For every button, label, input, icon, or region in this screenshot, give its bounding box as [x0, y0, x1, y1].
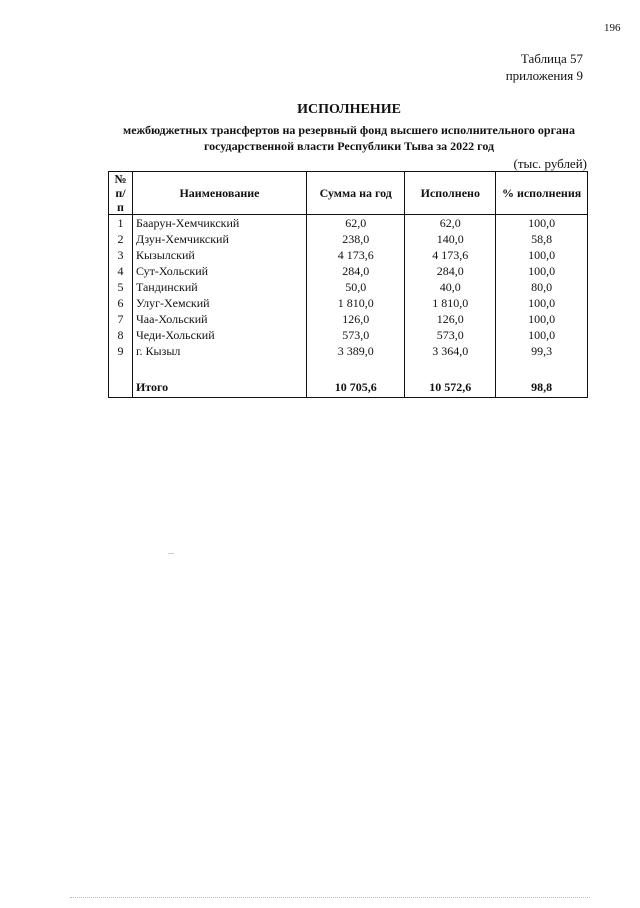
row-number: 3	[109, 247, 133, 263]
row-percent: 100,0	[496, 327, 588, 343]
row-percent: 58,8	[496, 231, 588, 247]
row-percent: 100,0	[496, 263, 588, 279]
row-name: Сут-Хольский	[132, 263, 306, 279]
row-name: Кызылский	[132, 247, 306, 263]
row-number: 2	[109, 231, 133, 247]
total-percent: 98,8	[496, 377, 588, 398]
document-subtitle-line1: межбюджетных трансфертов на резервный фонд высшего исполнительного органа	[123, 123, 575, 137]
page-number: 196	[604, 22, 621, 34]
row-done: 284,0	[405, 263, 496, 279]
row-sum: 62,0	[307, 215, 405, 232]
row-done: 140,0	[405, 231, 496, 247]
row-percent: 100,0	[496, 311, 588, 327]
header-number	[109, 172, 133, 215]
row-sum: 573,0	[307, 327, 405, 343]
row-sum: 1 810,0	[307, 295, 405, 311]
transfers-table	[108, 171, 588, 398]
table-reference-line2: приложения 9	[505, 68, 583, 83]
scan-artifact	[168, 553, 174, 554]
row-done: 4 173,6	[405, 247, 496, 263]
row-percent: 100,0	[496, 247, 588, 263]
table-row	[109, 247, 588, 263]
row-name: Чаа-Хольский	[132, 311, 306, 327]
row-percent: 99,3	[496, 343, 588, 359]
row-name: Дзун-Хемчикский	[132, 231, 306, 247]
header-number-line2: п/п	[115, 186, 126, 214]
table-row	[109, 215, 588, 232]
row-number: 1	[109, 215, 133, 232]
document-title: ИСПОЛНЕНИЕ	[297, 102, 401, 117]
document-subtitle-line2: государственной власти Республики Тыва за 2022 год	[203, 139, 495, 153]
total-sum: 10 705,6	[307, 377, 405, 398]
row-done: 573,0	[405, 327, 496, 343]
row-sum: 238,0	[307, 231, 405, 247]
table-row	[109, 327, 588, 343]
row-done: 1 810,0	[405, 295, 496, 311]
row-sum: 4 173,6	[307, 247, 405, 263]
table-row	[109, 263, 588, 279]
table-reference	[506, 50, 583, 84]
row-name: Улуг-Хемский	[132, 295, 306, 311]
row-number: 6	[109, 295, 133, 311]
table-header	[109, 172, 588, 215]
total-done: 10 572,6	[405, 377, 496, 398]
spacer-row	[109, 359, 588, 377]
row-number: 4	[109, 263, 133, 279]
units-label: (тыс. рублей)	[513, 156, 587, 171]
table-body	[109, 215, 588, 398]
row-name: Баарун-Хемчикский	[132, 215, 306, 232]
header-done: Исполнено	[405, 172, 496, 215]
table-row	[109, 231, 588, 247]
total-row	[109, 377, 588, 398]
row-number: 7	[109, 311, 133, 327]
total-label: Итого	[132, 377, 306, 398]
row-done: 40,0	[405, 279, 496, 295]
header-name: Наименование	[132, 172, 306, 215]
footer-scan-marks	[70, 897, 590, 900]
row-percent: 80,0	[496, 279, 588, 295]
total-number	[109, 377, 133, 398]
table-row	[109, 295, 588, 311]
table-row	[109, 311, 588, 327]
row-done: 3 364,0	[405, 343, 496, 359]
row-name: Тандинский	[132, 279, 306, 295]
header-number-line1: №	[114, 172, 127, 186]
table-row	[109, 279, 588, 295]
row-done: 62,0	[405, 215, 496, 232]
row-number: 5	[109, 279, 133, 295]
row-sum: 50,0	[307, 279, 405, 295]
row-sum: 126,0	[307, 311, 405, 327]
row-number: 9	[109, 343, 133, 359]
header-sum: Сумма на год	[307, 172, 405, 215]
row-sum: 284,0	[307, 263, 405, 279]
document-subtitle	[0, 122, 640, 154]
row-percent: 100,0	[496, 215, 588, 232]
table-reference-line1: Таблица 57	[520, 51, 583, 66]
row-name: г. Кызыл	[132, 343, 306, 359]
table-row	[109, 343, 588, 359]
row-percent: 100,0	[496, 295, 588, 311]
header-row	[109, 172, 588, 215]
row-done: 126,0	[405, 311, 496, 327]
row-name: Чеди-Хольский	[132, 327, 306, 343]
row-number: 8	[109, 327, 133, 343]
header-percent: % исполнения	[496, 172, 588, 215]
row-sum: 3 389,0	[307, 343, 405, 359]
